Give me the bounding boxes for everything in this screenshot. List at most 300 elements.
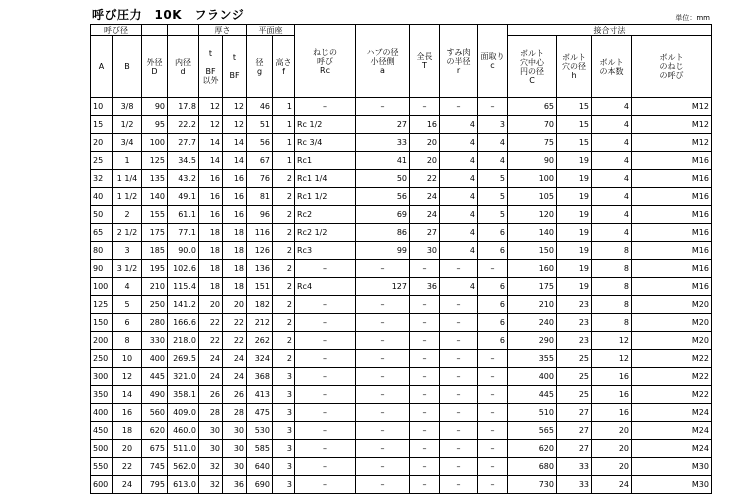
cell-T: – bbox=[410, 350, 440, 368]
header-bolt-pcd: ボルト 穴中心 円の径 C bbox=[508, 36, 557, 98]
cell-f: 3 bbox=[273, 386, 295, 404]
cell-a: 99 bbox=[356, 242, 410, 260]
cell-T: 24 bbox=[410, 188, 440, 206]
header-flat-face: 平面座 bbox=[247, 25, 295, 36]
cell-t1: 30 bbox=[199, 440, 223, 458]
cell-a: 27 bbox=[356, 116, 410, 134]
cell-a: 127 bbox=[356, 278, 410, 296]
cell-r: – bbox=[440, 260, 478, 278]
cell-g: 56 bbox=[247, 134, 273, 152]
cell-M: M22 bbox=[632, 386, 712, 404]
cell-h: 19 bbox=[557, 206, 592, 224]
cell-C: 680 bbox=[508, 458, 557, 476]
cell-d: 77.1 bbox=[168, 224, 199, 242]
cell-c: 3 bbox=[478, 116, 508, 134]
table-row bbox=[91, 332, 712, 350]
cell-A: 600 bbox=[91, 476, 113, 494]
cell-a: 41 bbox=[356, 152, 410, 170]
cell-B: 1 1/2 bbox=[113, 188, 142, 206]
page-title: 呼び圧力 10K フランジ bbox=[92, 8, 245, 22]
cell-t2: 14 bbox=[223, 134, 247, 152]
cell-c: – bbox=[478, 404, 508, 422]
cell-f: 3 bbox=[273, 422, 295, 440]
cell-Rc: – bbox=[295, 476, 356, 494]
cell-c: – bbox=[478, 386, 508, 404]
cell-D: 185 bbox=[142, 242, 168, 260]
cell-g: 151 bbox=[247, 278, 273, 296]
cell-f: 2 bbox=[273, 314, 295, 332]
cell-h: 23 bbox=[557, 314, 592, 332]
cell-Rc: – bbox=[295, 440, 356, 458]
cell-B: 3 1/2 bbox=[113, 260, 142, 278]
cell-B: 1 bbox=[113, 152, 142, 170]
cell-n: 12 bbox=[592, 332, 632, 350]
table-row bbox=[91, 170, 712, 188]
cell-r: 4 bbox=[440, 242, 478, 260]
cell-Rc: – bbox=[295, 368, 356, 386]
cell-a: – bbox=[356, 404, 410, 422]
cell-a: – bbox=[356, 350, 410, 368]
cell-h: 19 bbox=[557, 170, 592, 188]
table-row bbox=[91, 314, 712, 332]
cell-C: 240 bbox=[508, 314, 557, 332]
cell-f: 2 bbox=[273, 224, 295, 242]
cell-h: 15 bbox=[557, 98, 592, 116]
cell-Rc: Rc2 1/2 bbox=[295, 224, 356, 242]
cell-M: M16 bbox=[632, 242, 712, 260]
cell-r: – bbox=[440, 332, 478, 350]
cell-D: 90 bbox=[142, 98, 168, 116]
cell-T: – bbox=[410, 440, 440, 458]
cell-d: 27.7 bbox=[168, 134, 199, 152]
cell-n: 4 bbox=[592, 188, 632, 206]
cell-A: 450 bbox=[91, 422, 113, 440]
table-row bbox=[91, 386, 712, 404]
cell-B: 3/8 bbox=[113, 98, 142, 116]
cell-A: 550 bbox=[91, 458, 113, 476]
cell-A: 400 bbox=[91, 404, 113, 422]
cell-g: 475 bbox=[247, 404, 273, 422]
cell-t2: 12 bbox=[223, 98, 247, 116]
cell-T: – bbox=[410, 458, 440, 476]
cell-M: M16 bbox=[632, 152, 712, 170]
table-row bbox=[91, 476, 712, 494]
cell-M: M24 bbox=[632, 404, 712, 422]
cell-B: 1 1/4 bbox=[113, 170, 142, 188]
cell-d: 90.0 bbox=[168, 242, 199, 260]
cell-T: – bbox=[410, 332, 440, 350]
cell-n: 4 bbox=[592, 224, 632, 242]
cell-t2: 36 bbox=[223, 476, 247, 494]
cell-C: 445 bbox=[508, 386, 557, 404]
cell-c: – bbox=[478, 98, 508, 116]
cell-B: 22 bbox=[113, 458, 142, 476]
cell-t1: 18 bbox=[199, 260, 223, 278]
cell-a: 86 bbox=[356, 224, 410, 242]
table-body bbox=[91, 98, 712, 494]
cell-g: 46 bbox=[247, 98, 273, 116]
cell-c: 4 bbox=[478, 152, 508, 170]
cell-C: 210 bbox=[508, 296, 557, 314]
cell-c: 6 bbox=[478, 314, 508, 332]
cell-c: 6 bbox=[478, 278, 508, 296]
cell-h: 33 bbox=[557, 476, 592, 494]
cell-t1: 24 bbox=[199, 350, 223, 368]
header-g: 径 g bbox=[247, 36, 273, 98]
cell-h: 19 bbox=[557, 242, 592, 260]
cell-D: 175 bbox=[142, 224, 168, 242]
cell-a: – bbox=[356, 440, 410, 458]
cell-f: 1 bbox=[273, 116, 295, 134]
cell-t2: 16 bbox=[223, 206, 247, 224]
cell-D: 330 bbox=[142, 332, 168, 350]
cell-n: 16 bbox=[592, 368, 632, 386]
cell-A: 50 bbox=[91, 206, 113, 224]
cell-r: – bbox=[440, 350, 478, 368]
cell-r: – bbox=[440, 440, 478, 458]
cell-M: M24 bbox=[632, 422, 712, 440]
cell-T: 20 bbox=[410, 134, 440, 152]
cell-B: 1/2 bbox=[113, 116, 142, 134]
cell-c: 5 bbox=[478, 188, 508, 206]
cell-a: – bbox=[356, 332, 410, 350]
cell-C: 565 bbox=[508, 422, 557, 440]
cell-n: 20 bbox=[592, 458, 632, 476]
table-row bbox=[91, 440, 712, 458]
cell-t1: 14 bbox=[199, 134, 223, 152]
cell-h: 27 bbox=[557, 404, 592, 422]
cell-r: – bbox=[440, 368, 478, 386]
cell-T: 36 bbox=[410, 278, 440, 296]
cell-T: 22 bbox=[410, 170, 440, 188]
cell-A: 500 bbox=[91, 440, 113, 458]
table-row bbox=[91, 404, 712, 422]
cell-M: M16 bbox=[632, 224, 712, 242]
cell-g: 212 bbox=[247, 314, 273, 332]
cell-c: 5 bbox=[478, 206, 508, 224]
header-nominal: 呼び径 bbox=[91, 25, 142, 36]
cell-t1: 20 bbox=[199, 296, 223, 314]
cell-r: – bbox=[440, 386, 478, 404]
cell-T: – bbox=[410, 260, 440, 278]
header-bolt-thread: ボルト のねじ の呼び bbox=[632, 36, 712, 98]
cell-d: 22.2 bbox=[168, 116, 199, 134]
cell-n: 4 bbox=[592, 206, 632, 224]
cell-n: 4 bbox=[592, 170, 632, 188]
cell-a: 33 bbox=[356, 134, 410, 152]
header-thickness: 厚さ bbox=[199, 25, 247, 36]
cell-M: M12 bbox=[632, 134, 712, 152]
cell-t2: 12 bbox=[223, 116, 247, 134]
cell-M: M22 bbox=[632, 368, 712, 386]
cell-d: 115.4 bbox=[168, 278, 199, 296]
cell-t2: 18 bbox=[223, 278, 247, 296]
cell-D: 95 bbox=[142, 116, 168, 134]
cell-A: 90 bbox=[91, 260, 113, 278]
cell-r: 4 bbox=[440, 134, 478, 152]
cell-n: 4 bbox=[592, 134, 632, 152]
table-row bbox=[91, 422, 712, 440]
cell-A: 150 bbox=[91, 314, 113, 332]
header-dimensions: 接合寸法 bbox=[508, 25, 712, 36]
cell-h: 19 bbox=[557, 278, 592, 296]
cell-t1: 32 bbox=[199, 476, 223, 494]
cell-t1: 12 bbox=[199, 98, 223, 116]
cell-r: 4 bbox=[440, 188, 478, 206]
table-row bbox=[91, 116, 712, 134]
cell-M: M12 bbox=[632, 116, 712, 134]
cell-C: 75 bbox=[508, 134, 557, 152]
cell-g: 262 bbox=[247, 332, 273, 350]
cell-f: 3 bbox=[273, 404, 295, 422]
cell-n: 20 bbox=[592, 422, 632, 440]
cell-A: 32 bbox=[91, 170, 113, 188]
cell-B: 24 bbox=[113, 476, 142, 494]
cell-D: 795 bbox=[142, 476, 168, 494]
cell-r: – bbox=[440, 476, 478, 494]
cell-g: 51 bbox=[247, 116, 273, 134]
cell-Rc: – bbox=[295, 314, 356, 332]
cell-t1: 22 bbox=[199, 332, 223, 350]
cell-t2: 16 bbox=[223, 170, 247, 188]
cell-r: – bbox=[440, 98, 478, 116]
cell-f: 2 bbox=[273, 188, 295, 206]
cell-n: 8 bbox=[592, 242, 632, 260]
cell-r: – bbox=[440, 296, 478, 314]
cell-h: 25 bbox=[557, 368, 592, 386]
cell-t1: 12 bbox=[199, 116, 223, 134]
cell-t1: 18 bbox=[199, 224, 223, 242]
cell-t1: 22 bbox=[199, 314, 223, 332]
cell-C: 65 bbox=[508, 98, 557, 116]
cell-h: 19 bbox=[557, 224, 592, 242]
cell-h: 23 bbox=[557, 296, 592, 314]
header-B: B bbox=[113, 36, 142, 98]
cell-T: – bbox=[410, 422, 440, 440]
header-fillet: すみ肉 の半径 r bbox=[440, 25, 478, 98]
cell-D: 400 bbox=[142, 350, 168, 368]
cell-A: 10 bbox=[91, 98, 113, 116]
cell-t1: 18 bbox=[199, 278, 223, 296]
cell-M: M30 bbox=[632, 458, 712, 476]
cell-h: 33 bbox=[557, 458, 592, 476]
cell-a: – bbox=[356, 368, 410, 386]
cell-D: 210 bbox=[142, 278, 168, 296]
cell-D: 250 bbox=[142, 296, 168, 314]
cell-t2: 30 bbox=[223, 440, 247, 458]
cell-d: 562.0 bbox=[168, 458, 199, 476]
cell-t1: 28 bbox=[199, 404, 223, 422]
cell-M: M20 bbox=[632, 296, 712, 314]
cell-C: 160 bbox=[508, 260, 557, 278]
cell-h: 25 bbox=[557, 386, 592, 404]
cell-t2: 30 bbox=[223, 422, 247, 440]
header-f: 高さ f bbox=[273, 36, 295, 98]
cell-t1: 24 bbox=[199, 368, 223, 386]
cell-d: 49.1 bbox=[168, 188, 199, 206]
cell-c: 4 bbox=[478, 134, 508, 152]
cell-a: – bbox=[356, 314, 410, 332]
cell-d: 613.0 bbox=[168, 476, 199, 494]
cell-T: – bbox=[410, 476, 440, 494]
cell-c: – bbox=[478, 422, 508, 440]
cell-M: M16 bbox=[632, 206, 712, 224]
cell-t2: 22 bbox=[223, 332, 247, 350]
table-row bbox=[91, 296, 712, 314]
cell-t2: 14 bbox=[223, 152, 247, 170]
cell-C: 140 bbox=[508, 224, 557, 242]
cell-f: 2 bbox=[273, 350, 295, 368]
cell-r: 4 bbox=[440, 224, 478, 242]
cell-g: 116 bbox=[247, 224, 273, 242]
cell-r: 4 bbox=[440, 206, 478, 224]
header-inner-dia: 内径 d bbox=[168, 36, 199, 98]
cell-h: 19 bbox=[557, 260, 592, 278]
cell-n: 8 bbox=[592, 296, 632, 314]
cell-c: – bbox=[478, 368, 508, 386]
cell-g: 96 bbox=[247, 206, 273, 224]
cell-A: 65 bbox=[91, 224, 113, 242]
cell-T: – bbox=[410, 368, 440, 386]
table-row bbox=[91, 278, 712, 296]
cell-B: 2 bbox=[113, 206, 142, 224]
cell-n: 20 bbox=[592, 440, 632, 458]
cell-M: M16 bbox=[632, 170, 712, 188]
cell-f: 2 bbox=[273, 296, 295, 314]
table-row bbox=[91, 458, 712, 476]
cell-T: – bbox=[410, 386, 440, 404]
cell-A: 125 bbox=[91, 296, 113, 314]
cell-Rc: – bbox=[295, 404, 356, 422]
cell-d: 17.8 bbox=[168, 98, 199, 116]
header-bolt-hole: ボルト 穴の径 h bbox=[557, 36, 592, 98]
cell-D: 140 bbox=[142, 188, 168, 206]
cell-C: 355 bbox=[508, 350, 557, 368]
cell-t1: 16 bbox=[199, 188, 223, 206]
cell-g: 76 bbox=[247, 170, 273, 188]
cell-a: 56 bbox=[356, 188, 410, 206]
header-outer-dia: 外径 D bbox=[142, 36, 168, 98]
cell-M: M30 bbox=[632, 476, 712, 494]
cell-T: 27 bbox=[410, 224, 440, 242]
cell-M: M12 bbox=[632, 98, 712, 116]
cell-a: – bbox=[356, 458, 410, 476]
cell-Rc: Rc1 1/2 bbox=[295, 188, 356, 206]
cell-Rc: – bbox=[295, 386, 356, 404]
cell-t1: 18 bbox=[199, 242, 223, 260]
cell-n: 8 bbox=[592, 278, 632, 296]
cell-D: 100 bbox=[142, 134, 168, 152]
cell-n: 4 bbox=[592, 152, 632, 170]
cell-D: 745 bbox=[142, 458, 168, 476]
cell-A: 25 bbox=[91, 152, 113, 170]
cell-f: 1 bbox=[273, 134, 295, 152]
cell-d: 34.5 bbox=[168, 152, 199, 170]
cell-g: 324 bbox=[247, 350, 273, 368]
cell-B: 4 bbox=[113, 278, 142, 296]
cell-M: M22 bbox=[632, 350, 712, 368]
cell-T: – bbox=[410, 296, 440, 314]
cell-d: 61.1 bbox=[168, 206, 199, 224]
table-row bbox=[91, 350, 712, 368]
cell-Rc: – bbox=[295, 98, 356, 116]
cell-C: 100 bbox=[508, 170, 557, 188]
cell-d: 43.2 bbox=[168, 170, 199, 188]
cell-r: 4 bbox=[440, 116, 478, 134]
cell-Rc: Rc1 bbox=[295, 152, 356, 170]
cell-n: 8 bbox=[592, 260, 632, 278]
cell-r: 4 bbox=[440, 152, 478, 170]
header-thread: ねじの 呼び Rc bbox=[295, 25, 356, 98]
table-row bbox=[91, 224, 712, 242]
cell-d: 321.0 bbox=[168, 368, 199, 386]
cell-f: 1 bbox=[273, 152, 295, 170]
table-row bbox=[91, 260, 712, 278]
cell-B: 3/4 bbox=[113, 134, 142, 152]
cell-t2: 26 bbox=[223, 386, 247, 404]
cell-g: 690 bbox=[247, 476, 273, 494]
cell-C: 175 bbox=[508, 278, 557, 296]
cell-g: 585 bbox=[247, 440, 273, 458]
cell-B: 14 bbox=[113, 386, 142, 404]
cell-d: 102.6 bbox=[168, 260, 199, 278]
header-A: A bbox=[91, 36, 113, 98]
cell-D: 155 bbox=[142, 206, 168, 224]
cell-M: M16 bbox=[632, 278, 712, 296]
cell-c: – bbox=[478, 350, 508, 368]
cell-f: 3 bbox=[273, 458, 295, 476]
cell-t1: 14 bbox=[199, 152, 223, 170]
cell-C: 90 bbox=[508, 152, 557, 170]
cell-g: 136 bbox=[247, 260, 273, 278]
cell-g: 182 bbox=[247, 296, 273, 314]
cell-Rc: Rc4 bbox=[295, 278, 356, 296]
cell-g: 413 bbox=[247, 386, 273, 404]
cell-T: 16 bbox=[410, 116, 440, 134]
cell-d: 269.5 bbox=[168, 350, 199, 368]
cell-r: 4 bbox=[440, 278, 478, 296]
cell-A: 100 bbox=[91, 278, 113, 296]
cell-Rc: – bbox=[295, 332, 356, 350]
cell-t2: 30 bbox=[223, 458, 247, 476]
cell-a: 69 bbox=[356, 206, 410, 224]
cell-r: – bbox=[440, 422, 478, 440]
cell-h: 27 bbox=[557, 440, 592, 458]
cell-C: 400 bbox=[508, 368, 557, 386]
cell-n: 12 bbox=[592, 350, 632, 368]
cell-A: 80 bbox=[91, 242, 113, 260]
cell-D: 125 bbox=[142, 152, 168, 170]
cell-B: 8 bbox=[113, 332, 142, 350]
cell-h: 15 bbox=[557, 116, 592, 134]
cell-Rc: Rc 3/4 bbox=[295, 134, 356, 152]
cell-Rc: Rc 1/2 bbox=[295, 116, 356, 134]
flange-spec-table bbox=[90, 24, 712, 494]
cell-a: – bbox=[356, 386, 410, 404]
cell-g: 368 bbox=[247, 368, 273, 386]
cell-C: 620 bbox=[508, 440, 557, 458]
cell-t1: 32 bbox=[199, 458, 223, 476]
cell-c: 6 bbox=[478, 296, 508, 314]
cell-t2: 18 bbox=[223, 224, 247, 242]
cell-T: 20 bbox=[410, 152, 440, 170]
cell-f: 2 bbox=[273, 242, 295, 260]
cell-t2: 16 bbox=[223, 188, 247, 206]
cell-Rc: – bbox=[295, 260, 356, 278]
cell-h: 27 bbox=[557, 422, 592, 440]
cell-T: 24 bbox=[410, 206, 440, 224]
cell-C: 290 bbox=[508, 332, 557, 350]
